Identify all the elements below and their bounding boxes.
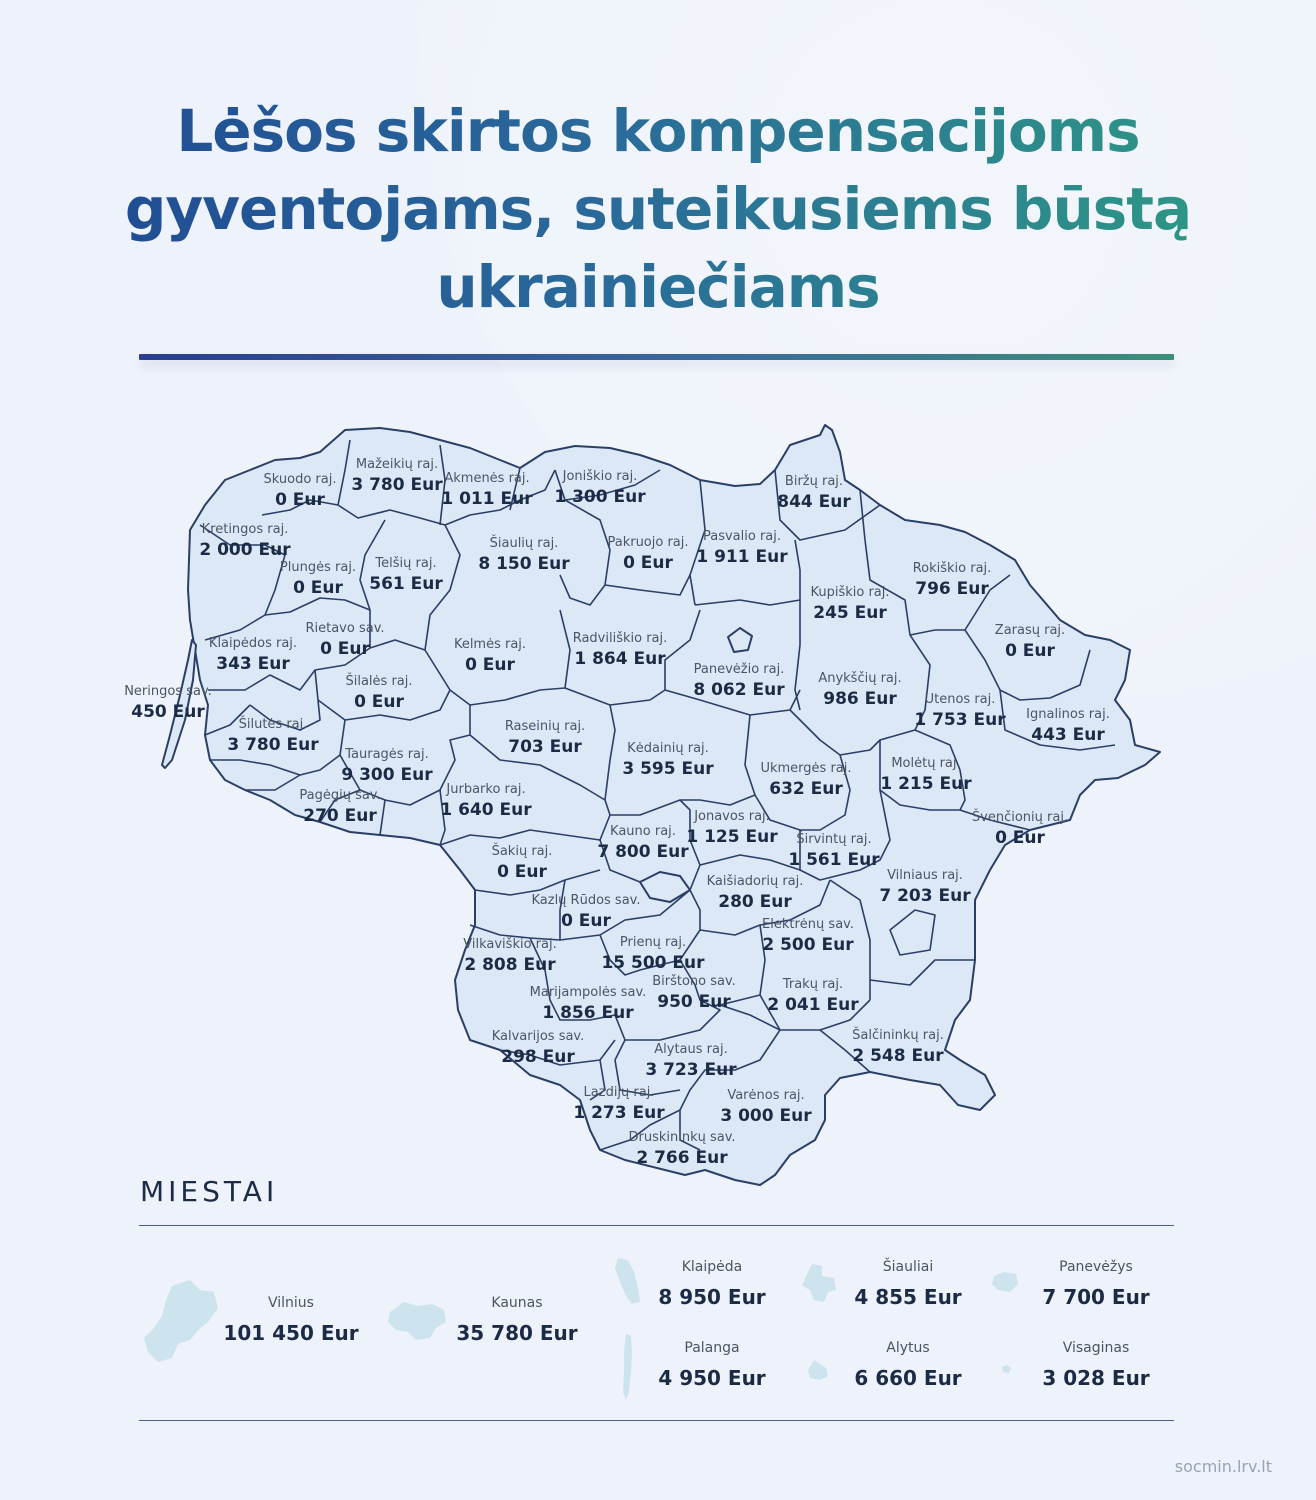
region-42-value: 15 500 Eur [601,953,705,973]
region-29-value: 1 215 Eur [880,774,972,794]
region-9-name: Pakruojo raj. [607,535,689,550]
region-5-name: Kretingos raj. [201,522,289,537]
region-6-value: 0 Eur [293,578,343,598]
region-3-value: 1 300 Eur [554,487,646,507]
region-31-value: 1 640 Eur [440,800,532,820]
region-26-value: 3 595 Eur [622,759,714,779]
region-23-name: Šilalės raj. [345,674,413,689]
city-siauliai [808,1259,1008,1309]
region-51-value: 2 766 Eur [636,1148,728,1168]
city-palanga [612,1340,812,1390]
region-4-name: Biržų raj. [784,474,844,489]
region-28-name: Ukmergės raj. [760,761,852,776]
city-alytus [808,1340,1008,1390]
region-14-value: 0 Eur [320,639,370,659]
region-14-name: Rietavo sav. [305,621,385,636]
city-name: Visaginas [1062,1340,1130,1356]
region-18-value: 8 062 Eur [693,680,785,700]
region-50-name: Varėnos raj. [727,1088,805,1103]
region-19-name: Anykščių raj. [818,671,902,686]
region-51-name: Druskininkų sav. [628,1130,736,1145]
region-45-name: Marijampolės sav. [529,985,647,1000]
region-27-value: 9 300 Eur [341,765,433,785]
region-34-name: Kauno raj. [610,824,676,839]
region-48-value: 3 723 Eur [645,1060,737,1080]
region-16-name: Kelmės raj. [453,637,527,652]
region-40-name: Elektrėnų sav. [762,917,854,932]
city-visaginas [996,1340,1196,1390]
title-line-2: gyventojams, suteikusiems būstą [124,175,1192,243]
region-6-name: Plungės raj. [279,560,357,575]
region-33-name: Švenčionių raj. [971,810,1069,825]
city-value: 3 028 Eur [1042,1366,1150,1390]
title-line-3: ukrainiečiams [436,253,880,321]
city-klaipeda [612,1259,812,1309]
region-39-name: Kazlų Rūdos sav. [531,893,641,908]
region-37-name: Kaišiadorių raj. [706,874,804,889]
region-34-value: 7 800 Eur [597,842,689,862]
region-25-value: 703 Eur [508,737,582,757]
region-15-value: 343 Eur [216,654,290,674]
region-21-name: Ignalinos raj. [1026,707,1110,722]
region-2-name: Akmenės raj. [444,471,530,486]
city-value: 6 660 Eur [854,1366,962,1390]
region-29-name: Molėtų raj. [891,756,961,771]
city-value: 101 450 Eur [223,1321,359,1345]
city-value: 8 950 Eur [658,1285,766,1309]
region-5-value: 2 000 Eur [199,540,291,560]
region-12-value: 245 Eur [813,603,887,623]
region-42-name: Prienų raj. [619,935,687,950]
region-4-value: 844 Eur [777,492,851,512]
region-48-name: Alytaus raj. [654,1042,728,1057]
city-value: 4 950 Eur [658,1366,766,1390]
region-38-value: 7 203 Eur [879,886,971,906]
region-10-name: Pasvalio raj. [702,529,782,544]
region-43-name: Birštono sav. [652,974,736,989]
city-name: Klaipėda [681,1259,743,1275]
region-23-value: 0 Eur [354,692,404,712]
region-36-value: 0 Eur [497,862,547,882]
city-name: Vilnius [268,1295,314,1311]
region-46-name: Kalvarijos sav. [491,1029,585,1044]
cities-bottom-rule [139,1420,1174,1421]
cities-top-rule [139,1225,1174,1226]
city-kaunas [417,1295,617,1345]
region-47-name: Šalčininkų raj. [852,1028,944,1043]
region-41-value: 2 808 Eur [464,955,556,975]
region-35-value: 1 561 Eur [788,850,880,870]
city-name: Palanga [684,1340,740,1356]
region-17-value: 1 864 Eur [574,649,666,669]
cities-heading: MIESTAI [140,1175,279,1208]
region-7-value: 561 Eur [369,574,443,594]
region-43-value: 950 Eur [657,992,731,1012]
region-40-value: 2 500 Eur [762,935,854,955]
region-13-name: Zarasų raj. [994,623,1066,638]
region-16-value: 0 Eur [465,655,515,675]
city-value: 35 780 Eur [456,1321,578,1345]
region-13-value: 0 Eur [1005,641,1055,661]
region-30-name: Pagėgių sav. [299,788,381,803]
region-11-value: 796 Eur [915,579,989,599]
region-28-value: 632 Eur [769,779,843,799]
region-32-value: 1 125 Eur [686,827,778,847]
region-35-name: Širvintų raj. [796,832,872,847]
region-41-name: Vilkaviškio raj. [463,937,557,952]
region-17-name: Radviliškio raj. [572,631,668,646]
region-24-value: 3 780 Eur [227,735,319,755]
region-8-value: 8 150 Eur [478,554,570,574]
region-44-name: Trakų raj. [782,977,844,992]
region-22-value: 450 Eur [131,702,205,722]
region-19-value: 986 Eur [823,689,897,709]
region-31-name: Jurbarko raj. [446,782,526,797]
region-49-name: Lazdijų raj. [583,1085,655,1100]
city-value: 4 855 Eur [854,1285,962,1309]
region-38-name: Vilniaus raj. [887,868,963,883]
city-name: Šiauliai [882,1259,934,1275]
region-7-name: Telšių raj. [375,556,437,571]
region-3-name: Joniškio raj. [562,469,638,484]
region-8-name: Šiaulių raj. [489,536,559,551]
region-33-value: 0 Eur [995,828,1045,848]
region-2-value: 1 011 Eur [441,489,533,509]
region-44-value: 2 041 Eur [767,995,859,1015]
region-32-name: Jonavos raj. [694,809,770,824]
region-11-name: Rokiškio raj. [912,561,992,576]
region-30-value: 270 Eur [303,806,377,826]
region-1-name: Mažeikių raj. [355,457,439,472]
region-20-value: 1 753 Eur [914,710,1006,730]
footer-source: socmin.lrv.lt [1174,1457,1272,1476]
region-50-value: 3 000 Eur [720,1106,812,1126]
region-27-name: Tauragės raj. [345,747,429,762]
region-26-name: Kėdainių raj. [627,741,709,756]
region-36-name: Šakių raj. [491,844,553,859]
region-46-value: 298 Eur [501,1047,575,1067]
region-10-value: 1 911 Eur [696,547,788,567]
region-47-value: 2 548 Eur [852,1046,944,1066]
city-value: 7 700 Eur [1042,1285,1150,1309]
region-49-value: 1 273 Eur [573,1103,665,1123]
region-45-value: 1 856 Eur [542,1003,634,1023]
title-line-1: Lėšos skirtos kompensacijoms [176,97,1140,165]
region-25-name: Raseinių raj. [504,719,586,734]
city-panevezys [996,1259,1196,1309]
region-1-value: 3 780 Eur [351,475,443,495]
city-name: Kaunas [491,1295,543,1311]
city-vilnius [191,1295,391,1345]
region-12-name: Kupiškio raj. [810,585,890,600]
region-0-value: 0 Eur [275,490,325,510]
city-name: Panevėžys [1059,1259,1133,1275]
region-24-name: Šilutės raj. [238,717,308,732]
region-22-name: Neringos sav. [124,684,212,699]
region-20-name: Utenos raj. [924,692,996,707]
region-0-name: Skuodo raj. [263,472,337,487]
region-15-name: Klaipėdos raj. [208,636,298,651]
region-21-value: 443 Eur [1031,725,1105,745]
region-9-value: 0 Eur [623,553,673,573]
region-39-value: 0 Eur [561,911,611,931]
region-37-value: 280 Eur [718,892,792,912]
city-name: Alytus [886,1340,930,1356]
region-18-name: Panevėžio raj. [693,662,785,677]
